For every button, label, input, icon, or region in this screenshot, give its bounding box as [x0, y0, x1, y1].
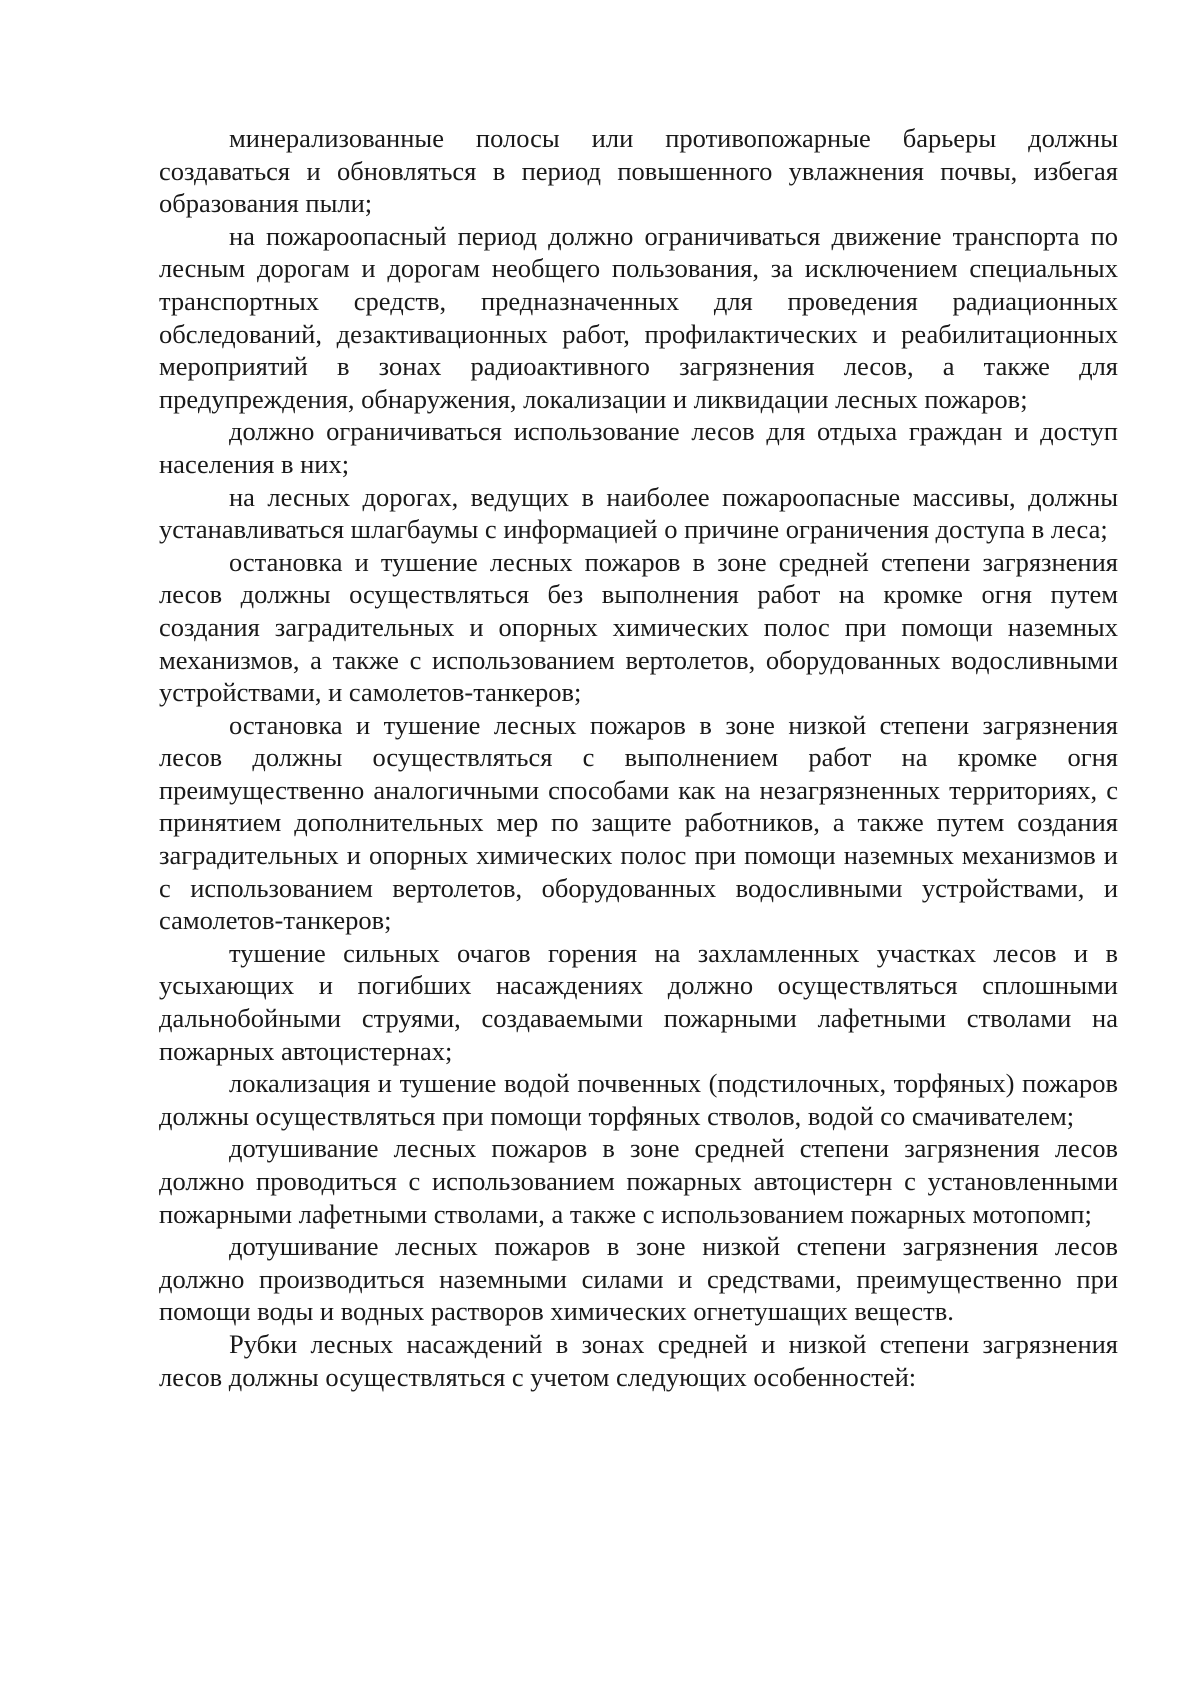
paragraph-mineralized-strips: минерализованные полосы или противопожарные барьеры должны создаваться и обновляться в период повышенного увлажнения почвы, избегая образования пыли; [159, 123, 1118, 219]
document-body [159, 122, 1118, 1393]
paragraph-medium-zone-mop-up: дотушивание лесных пожаров в зоне средней степени загрязнения лесов должно проводиться с использованием пожарных автоцистерн с установленными пожарными лафетными стволами, а также с использованием пожарных мотопомп; [159, 1133, 1118, 1229]
paragraph-recreation-restriction: должно ограничиваться использование лесов для отдыха граждан и доступ населения в них; [159, 416, 1118, 479]
paragraph-barriers: на лесных дорогах, ведущих в наиболее пожароопасные массивы, должны устанавливаться шлагбаумы с информацией о причине ограничения доступа в леса; [159, 481, 1118, 545]
paragraph-transport-restriction: на пожароопасный период должно ограничиваться движение транспорта по лесным дорогам и дорогам необщего пользования, за исключением специальных транспортных средств, предназначенных для проведения радиационных обследований, дезактивационных работ, профилактических и реабилитационных мероприятий в зонах радиоактивного загрязнения лесов, а также для предупреждения, обнаружения, локализации и ликвидации лесных пожаров; [159, 220, 1118, 414]
paragraph-strong-burning-sites: тушение сильных очагов горения на захламленных участках лесов и в усыхающих и погибших насаждениях должно осуществляться сплошными дальнобойными струями, создаваемыми пожарными лафетными стволами на пожарных автоцистернах; [159, 937, 1118, 1066]
paragraph-logging-features: Рубки лесных насаждений в зонах средней и низкой степени загрязнения лесов должны осуществляться с учетом следующих особенностей: [159, 1328, 1118, 1392]
paragraph-ground-fires: локализация и тушение водой почвенных (подстилочных, торфяных) пожаров должны осуществляться при помощи торфяных стволов, водой со смачивателем; [159, 1068, 1118, 1131]
paragraph-medium-zone-suppression: остановка и тушение лесных пожаров в зоне средней степени загрязнения лесов должны осуществляться без выполнения работ на кромке огня путем создания заградительных и опорных химических полос при помощи наземных механизмов, а также с использованием вертолетов, оборудованных водосливными устройствами, и самолетов-танкеров; [159, 546, 1118, 708]
paragraph-low-zone-mop-up: дотушивание лесных пожаров в зоне низкой степени загрязнения лесов должно производиться наземными силами и средствами, преимущественно при помощи воды и водных растворов химических огнетушащих веществ. [159, 1231, 1118, 1327]
paragraph-low-zone-suppression: остановка и тушение лесных пожаров в зоне низкой степени загрязнения лесов должны осуществляться с выполнением работ на кромке огня преимущественно аналогичными способами как на незагрязненных территориях, с принятием дополнительных мер по защите работников, а также путем создания заградительных и опорных химических полос при помощи наземных механизмов и с использованием вертолетов, оборудованных водосливными устройствами, и самолетов-танкеров; [159, 709, 1118, 936]
